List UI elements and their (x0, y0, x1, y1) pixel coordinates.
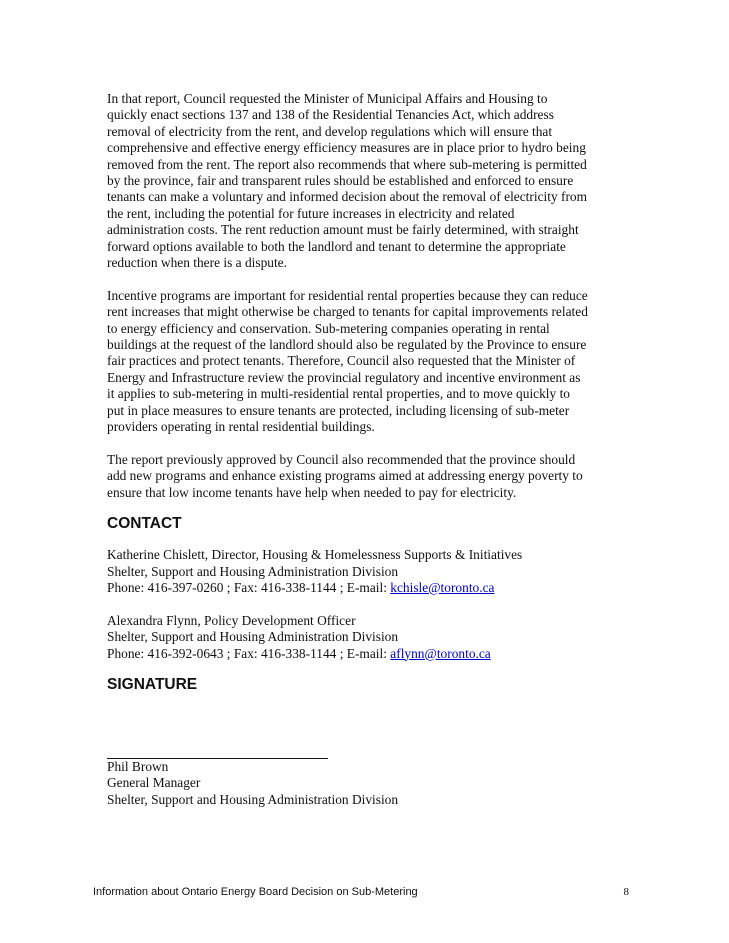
footer-title: Information about Ontario Energy Board Decision on Sub-Metering (93, 886, 418, 898)
contact-division: Shelter, Support and Housing Administration Division (107, 563, 399, 579)
paragraph-line: reduction when there is a dispute. (107, 255, 287, 271)
paragraph-line: forward options available to both the landlord and tenant to determine the appropriate (107, 238, 566, 254)
paragraph-line: buildings at the request of the landlord should also be regulated by the Province to ensure (107, 337, 587, 353)
paragraph-line: the rent, including the potential for future increases in electricity and related (107, 205, 515, 221)
paragraph-line: put in place measures to ensure tenants are protected, including licensing of sub-meter (107, 402, 570, 418)
paragraph-incentive-programs (107, 288, 627, 436)
paragraph-council-request (107, 91, 627, 271)
page-number: 8 (623, 886, 629, 898)
document-body (107, 91, 627, 808)
email-link-aflynn[interactable]: aflynn@toronto.ca (390, 645, 491, 661)
paragraph-line: by the province, fair and transparent rules should be established and enforced to ensure (107, 173, 574, 189)
email-link-kchisle[interactable]: kchisle@toronto.ca (390, 579, 495, 595)
page-footer (93, 885, 629, 899)
paragraph-line: Energy and Infrastructure review the provincial regulatory and incentive environment as (107, 369, 581, 385)
paragraph-line: removal of electricity from the rent, and develop regulations which will ensure that (107, 123, 553, 139)
contact-heading: CONTACT (107, 515, 182, 533)
paragraph-line: The report previously approved by Council also recommended that the province should (107, 451, 576, 467)
paragraph-line: comprehensive and effective energy efficiency measures are in place prior to hydro being (107, 140, 586, 156)
signatory-division: Shelter, Support and Housing Administration Division (107, 791, 399, 807)
paragraph-line: it applies to sub-metering in multi-residential rental properties, and to move quickly to (107, 386, 570, 402)
paragraph-line: rent increases that might otherwise be charged to tenants for capital improvements related (107, 304, 588, 320)
contact-phone-fax: Phone: 416-397-0260 ; Fax: 416-338-1144 ; E-mail: (107, 579, 391, 595)
contact-block-chislett (107, 547, 627, 596)
paragraph-line: fair practices and protect tenants. Therefore, Council also requested that the Minister of (107, 353, 576, 369)
contact-name-title: Katherine Chislett, Director, Housing & Homelessness Supports & Initiatives (107, 547, 523, 563)
paragraph-line: administration costs. The rent reduction amount must be fairly determined, with straight (107, 222, 579, 238)
paragraph-line: removed from the rent. The report also recommends that where sub-metering is permitted (107, 156, 587, 172)
paragraph-line: add new programs and enhance existing programs aimed at addressing energy poverty to (107, 468, 583, 484)
paragraph-line: Incentive programs are important for residential rental properties because they can reduce (107, 287, 588, 303)
contact-phone-line (107, 580, 627, 596)
signature-block (107, 759, 627, 808)
contact-block-flynn (107, 613, 627, 662)
paragraph-energy-poverty (107, 452, 627, 501)
contact-phone-line (107, 646, 627, 662)
paragraph-line: ensure that low income tenants have help when needed to pay for electricity. (107, 484, 517, 500)
paragraph-line: tenants can make a voluntary and informed decision about the removal of electricity from (107, 189, 588, 205)
signature-heading: SIGNATURE (107, 675, 198, 693)
signatory-name: Phil Brown (107, 758, 169, 774)
paragraph-line: quickly enact sections 137 and 138 of the Residential Tenancies Act, which address (107, 107, 554, 123)
paragraph-line: to energy efficiency and conservation. Sub-metering companies operating in rental (107, 320, 550, 336)
contact-division: Shelter, Support and Housing Administration Division (107, 629, 399, 645)
paragraph-line: providers operating in rental residential buildings. (107, 419, 375, 435)
contact-name-title: Alexandra Flynn, Policy Development Officer (107, 612, 356, 628)
contact-phone-fax: Phone: 416-392-0643 ; Fax: 416-338-1144 ; E-mail: (107, 645, 391, 661)
signatory-title: General Manager (107, 775, 201, 791)
paragraph-line: In that report, Council requested the Minister of Municipal Affairs and Housing to (107, 91, 548, 106)
